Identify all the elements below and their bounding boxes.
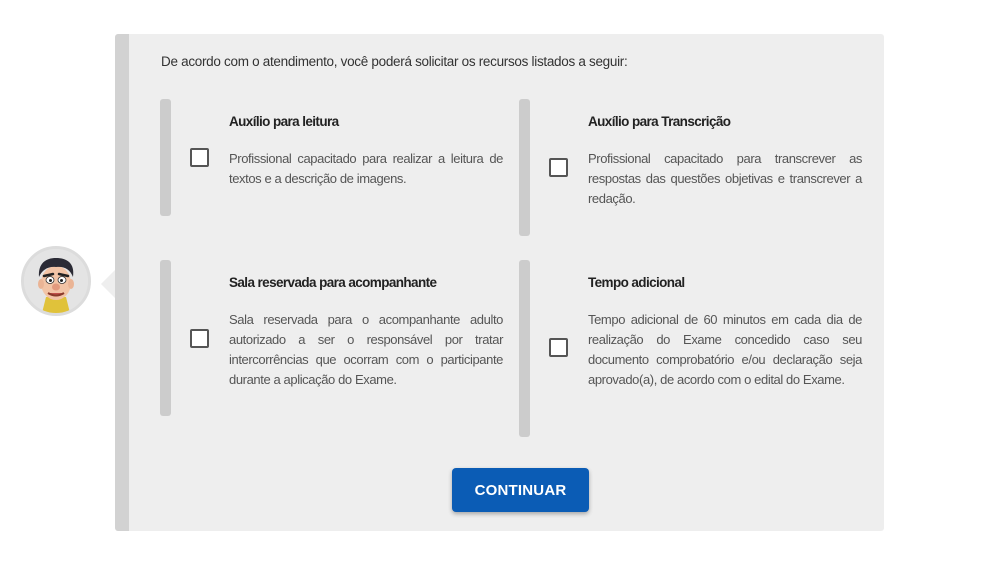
checkbox-auxilio-transcricao[interactable] xyxy=(549,158,568,177)
resources-panel xyxy=(115,34,884,531)
checkbox-sala-reservada[interactable] xyxy=(190,329,209,348)
option-description: Profissional capacitado para realizar a leitura de textos e a descrição de imagens. xyxy=(229,151,503,186)
assistant-avatar xyxy=(21,246,91,316)
checkbox-tempo-adicional[interactable] xyxy=(549,338,568,357)
option-accent-bar xyxy=(160,99,171,216)
option-title: Sala reservada para acompanhante xyxy=(229,275,437,290)
cartoon-face-icon xyxy=(24,249,88,313)
option-accent-bar xyxy=(519,260,530,437)
option-auxilio-transcricao xyxy=(519,99,879,236)
option-description: Profissional capacitado para transcrever as respostas das questões objetivas e transcrever a redação. xyxy=(588,151,862,206)
option-tempo-adicional xyxy=(519,260,879,437)
intro-text: De acordo com o atendimento, você poderá solicitar os recursos listados a seguir: xyxy=(161,54,628,69)
option-auxilio-leitura xyxy=(160,99,510,216)
option-title: Auxílio para leitura xyxy=(229,114,339,129)
option-title: Tempo adicional xyxy=(588,275,685,290)
speech-pointer xyxy=(101,270,115,298)
checkbox-auxilio-leitura[interactable] xyxy=(190,148,209,167)
option-sala-reservada xyxy=(160,260,510,416)
option-title: Auxílio para Transcrição xyxy=(588,114,731,129)
option-accent-bar xyxy=(519,99,530,236)
continue-button[interactable]: CONTINUAR xyxy=(452,468,589,512)
option-description: Sala reservada para o acompanhante adulto autorizado a ser o responsável por tratar intercorrências que ocorram com o participante durante a aplicação do Exame. xyxy=(229,312,503,387)
option-description: Tempo adicional de 60 minutos em cada dia de realização do Exame concedido caso seu documento comprobatório e/ou declaração seja aprovado(a), de acordo com o edital do Exame. xyxy=(588,312,862,387)
option-accent-bar xyxy=(160,260,171,416)
